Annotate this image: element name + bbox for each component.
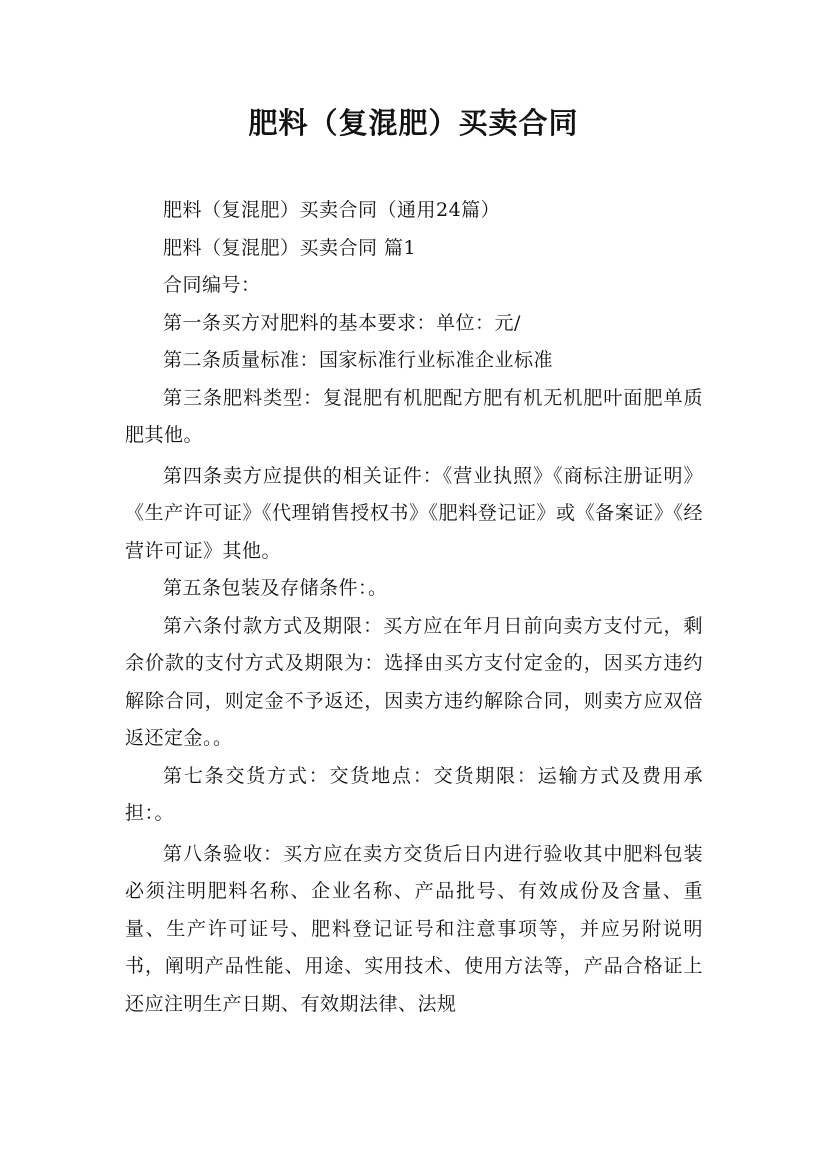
paragraph-article-4: 第四条卖方应提供的相关证件：《营业执照》《商标注册证明》《生产许可证》《代理销售授权书》《肥料登记证》或《备案证》《经营许可证》其他。 [125,464,703,562]
paragraph-article-7: 第七条交货方式：交货地点：交货期限：运输方式及费用承担：。 [125,764,703,824]
document-body [125,192,703,1023]
paragraph-article-5: 第五条包装及存储条件：。 [163,577,388,599]
paragraph-section-heading: 肥料（复混肥）买卖合同 篇1 [163,236,417,259]
paragraph-article-8: 第八条验收：买方应在卖方交货后日内进行验收其中肥料包装必须注明肥料名称、企业名称、产品批号、有效成份及含量、重量、生产许可证号、肥料登记证号和注意事项等，并应另附说明书，阐明产品性能、用途、实用技术、使用方法等，产品合格证上还应注明生产日期、有效期法律、法规 [125,842,703,1015]
paragraph-article-6: 第六条付款方式及期限：买方应在年月日前向卖方支付元，剩余价款的支付方式及期限为：选择由买方支付定金的，因买方违约解除合同，则定金不予返还，因卖方违约解除合同，则卖方应双倍返还定金。。 [125,614,703,749]
document-title: 肥料（复混肥）买卖合同 [248,106,579,140]
paragraph-article-3: 第三条肥料类型：复混肥有机肥配方肥有机无机肥叶面肥单质肥其他。 [125,386,703,446]
paragraph-collection-title: 肥料（复混肥）买卖合同（通用24篇） [163,199,501,221]
paragraph-article-2: 第二条质量标准：国家标准行业标准企业标准 [163,349,554,371]
paragraph-article-1: 第一条买方对肥料的基本要求：单位：元/ [163,311,521,334]
paragraph-contract-number: 合同编号： [163,274,261,296]
